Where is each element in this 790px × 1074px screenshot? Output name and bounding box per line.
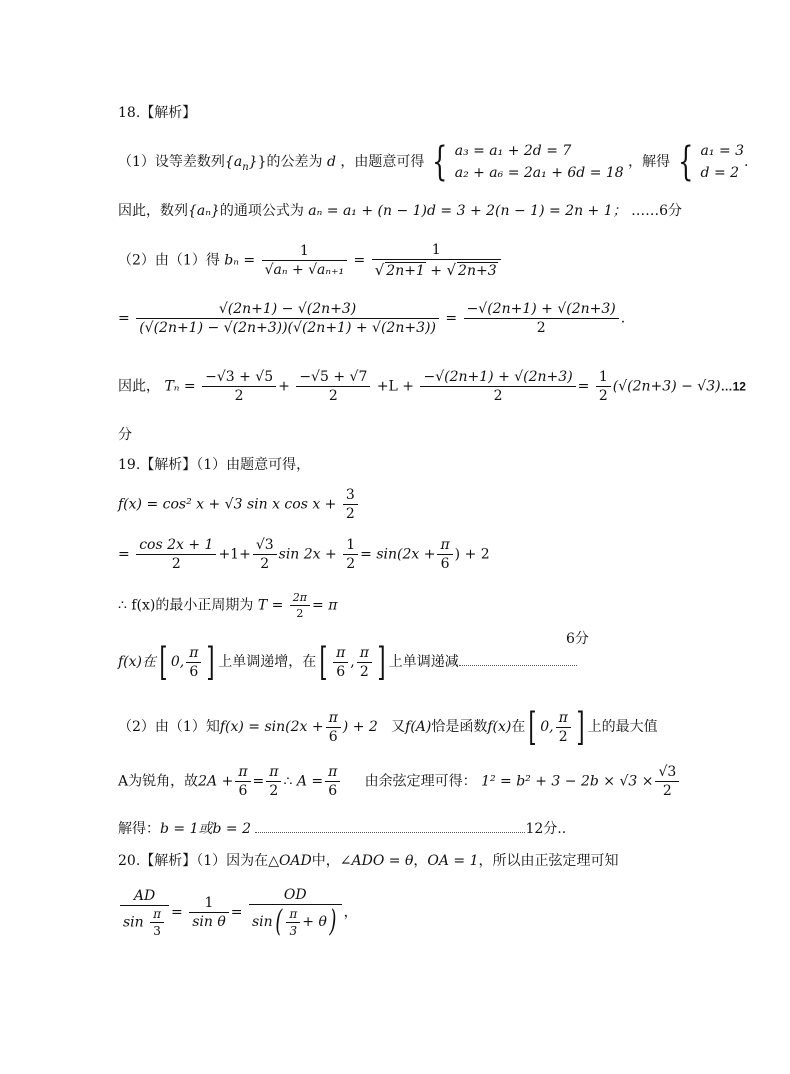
q18-heading: 18.【解析】: [118, 105, 197, 121]
q18-p4-num: √(2n+1) − √(2n+3): [136, 302, 439, 319]
q19-p2-frac-2: $\frac{\pi}{2}$: [556, 711, 571, 744]
q18-den2: √ 2n+1 + √ 2n+3: [374, 261, 497, 279]
q18-p2-score: ……6分: [631, 203, 683, 219]
q20-heading: 20.【解析】（1）因为在△OAD中，∠ADO = θ，OA = 1，所以由正弦定理可知: [118, 853, 619, 869]
q18-sol2: d = 2: [700, 165, 740, 181]
q19-f1-expr: f(x) = cos² x + √3 sin x cos x +: [118, 496, 337, 513]
right-bracket-icon: ]: [377, 640, 386, 684]
left-bracket-icon: [: [319, 640, 328, 684]
q19-p2-frac: $\frac{\pi}{6}$: [326, 711, 341, 744]
q19-heading: 19.【解析】（1）由题意可得，: [118, 457, 311, 473]
q18-rationalize: = $\frac{√(2n+1) - √(2n+3)}{(√(2n+1) - √(2n+3))(√(2n+1) + √(2n+3))}$ = $\frac{-√(2n+1) + √(2n+3)}{2}$ .: [118, 301, 626, 336]
q19-mono-frac-3: $\frac{\pi}{2}$: [357, 646, 372, 679]
q18-frac-3: [136, 302, 439, 335]
q19-p3-frac-3: $\frac{\pi}{6}$: [325, 765, 340, 798]
q18-sum: 因此， Tₙ = $\frac{-√3 + √5}{2}$ + $\frac{-√5 + √7}{2}$ +L + $\frac{-√(2n+1) + √(2n+3)}{2}$ = $\frac{1}{2}$ (√(2n+3) − √3)…12: [118, 369, 746, 404]
q18-p5-prefix: 因此，: [118, 378, 160, 395]
q18-p2-formula: aₙ = a₁ + (n − 1)d = 3 + 2(n − 1) = 2n + 1；: [308, 203, 627, 219]
q19-f1-frac: $\frac{3}{2}$: [343, 488, 358, 521]
right-bracket-icon: ]: [206, 640, 215, 684]
q18-p5-res: (√(2n+3) − √3): [612, 378, 721, 395]
q18-sum-term-3: $\frac{-√(2n+1) + √(2n+3)}{2}$: [420, 370, 575, 403]
q19-part4: 解得：b = 1或b = 2 12分..: [118, 821, 567, 837]
q18-sol1: a₁ = 3: [700, 143, 745, 159]
q19-f2: = $\frac{\cos 2x + 1}{2}$ +1+ $\frac{√3}{2}$ sin 2x + $\frac{1}{2}$ = sin(2x + $\frac{\pi}{6}$ ) + 2: [118, 537, 490, 572]
left-brace-icon: {: [677, 139, 693, 185]
q18-p1-d: d: [326, 154, 336, 170]
left-bracket-icon: [: [159, 640, 168, 684]
q18-p2-seq: {aₙ}: [188, 203, 220, 219]
q18-p1-mid: }的公差为: [257, 154, 323, 170]
q18-solution: [701, 140, 745, 184]
q19-period-frac: $\frac{2\pi}{2}$: [290, 592, 310, 619]
q18-frac-2: $\frac{1}{√ 2n+1 + √ 2n+3}$: [372, 243, 501, 278]
right-bracket-icon: ]: [576, 705, 585, 749]
q18-p1-seq: $\{a_n\}$: [224, 154, 258, 173]
q19-f2-frac-c: $\frac{1}{2}$: [343, 538, 358, 571]
leader-dots: [255, 832, 525, 833]
q20-frac-one: $\frac{1}{\text{sin θ}}$: [189, 896, 229, 929]
q18-sum-term-2: $\frac{-√5 + √7}{2}$: [296, 370, 370, 403]
q19-p3-frac-2: $\frac{\pi}{2}$: [266, 765, 281, 798]
q18-eq1: a₃ = a₁ + 2d = 7: [454, 143, 572, 159]
q19-part2: （2）由（1）知f(x) = sin(2x + $\frac{\pi}{6}$ ) + 2 又f(A)恰是函数f(x)在[ 0, $\frac{\pi}{2}$ ] 上的最大值: [118, 705, 658, 749]
q19-f1: [118, 488, 360, 521]
q18-p5-L: +L +: [376, 378, 415, 395]
q19-part3: A为锐角，故2A + $\frac{\pi}{6}$ = $\frac{\pi}{2}$ ∴ A = $\frac{\pi}{6}$ 由余弦定理可得： 1² = b² + 3 − 2b × √3 × $\frac{√3}{2}$: [118, 765, 681, 798]
q19-period: ∴ f(x)的最小正周期为 T = $\frac{2\pi}{2}$ = π: [118, 591, 338, 620]
q18-p3-bn: bₙ =: [224, 252, 256, 269]
q20-sine-law: AD sin $\frac{\pi}{3}$ = $\frac{1}{\text{sin θ}}$ = OD sin( $\frac{\pi}{3}$ + θ) ，: [118, 888, 358, 937]
q19-f2-frac-a: $\frac{\cos 2x + 1}{2}$: [136, 538, 216, 571]
q18-p5-fen: 分: [118, 427, 132, 443]
q18-frac-4: [464, 302, 619, 335]
q18-p1-end: .: [744, 154, 749, 170]
q18-eq2: a₂ + a₆ = 2a₁ + 6d = 18: [454, 165, 624, 181]
q19-mono-frac-2: $\frac{\pi}{6}$: [333, 646, 348, 679]
q20-frac-ad: AD sin $\frac{\pi}{3}$: [120, 889, 169, 937]
q19-score6: 6分: [566, 631, 589, 647]
q18-p1-mid2: ，由题意可得: [340, 154, 425, 170]
q18-part1: [118, 140, 748, 184]
q18-frac-1: $\frac{1}{\text{√aₙ + √aₙ₊₁}}$: [262, 244, 348, 277]
q19-period-text: ∴ f(x)的最小正周期为: [118, 597, 254, 614]
q18-p1-prefix: （1）设等差数列: [118, 154, 225, 170]
q20-frac-od: OD sin( $\frac{\pi}{3}$ + θ): [249, 888, 342, 937]
left-brace-icon: {: [431, 139, 448, 185]
q18-p1-solve: ，解得: [628, 154, 671, 170]
q18-p4-den: (√(2n+1) − √(2n+3))(√(2n+1) + √(2n+3)): [139, 320, 436, 336]
left-bracket-icon: [: [528, 705, 537, 749]
q18-p5-score: …12: [720, 379, 746, 394]
q18-part1-general: [118, 204, 682, 218]
q19-f2-frac-b: $\frac{√3}{2}$: [253, 538, 277, 571]
q18-p2-mid: 的通项公式为: [219, 203, 304, 219]
q19-f2-frac-pi: $\frac{\pi}{6}$: [437, 538, 452, 571]
q18-part2: （2）由（1）得 bₙ = $\frac{1}{\text{√aₙ + √aₙ₊₁}}$ = $\frac{1}{√ 2n+1 + √ 2n+3}$: [118, 243, 503, 278]
q19-p3-frac-4: $\frac{√3}{2}$: [655, 765, 679, 798]
q18-p2-text: 因此，数列: [118, 203, 188, 219]
q19-monotonic: f(x)在[ 0, $\frac{\pi}{6}$ ] 上单调递增，在[ $\frac{\pi}{6}$ , $\frac{\pi}{2}$ ] 上单调递减: [118, 643, 577, 681]
q18-system: [455, 140, 624, 184]
q18-half: $\frac{1}{2}$: [596, 370, 611, 403]
q19-p3-frac-1: $\frac{\pi}{6}$: [235, 765, 250, 798]
q18-sum-term-1: $\frac{-√3 + √5}{2}$: [202, 370, 276, 403]
leader-dots: [459, 665, 577, 666]
q18-p4-res-num: −√(2n+1) + √(2n+3): [464, 302, 619, 319]
q18-p3-prefix: （2）由（1）得: [118, 252, 220, 269]
q19-mono-frac-1: $\frac{\pi}{6}$: [186, 646, 201, 679]
q18-p5-T: Tₙ =: [164, 378, 196, 395]
q18-p4-res-den: 2: [536, 320, 546, 336]
q18-den1: √aₙ + √aₙ₊₁: [264, 262, 345, 278]
